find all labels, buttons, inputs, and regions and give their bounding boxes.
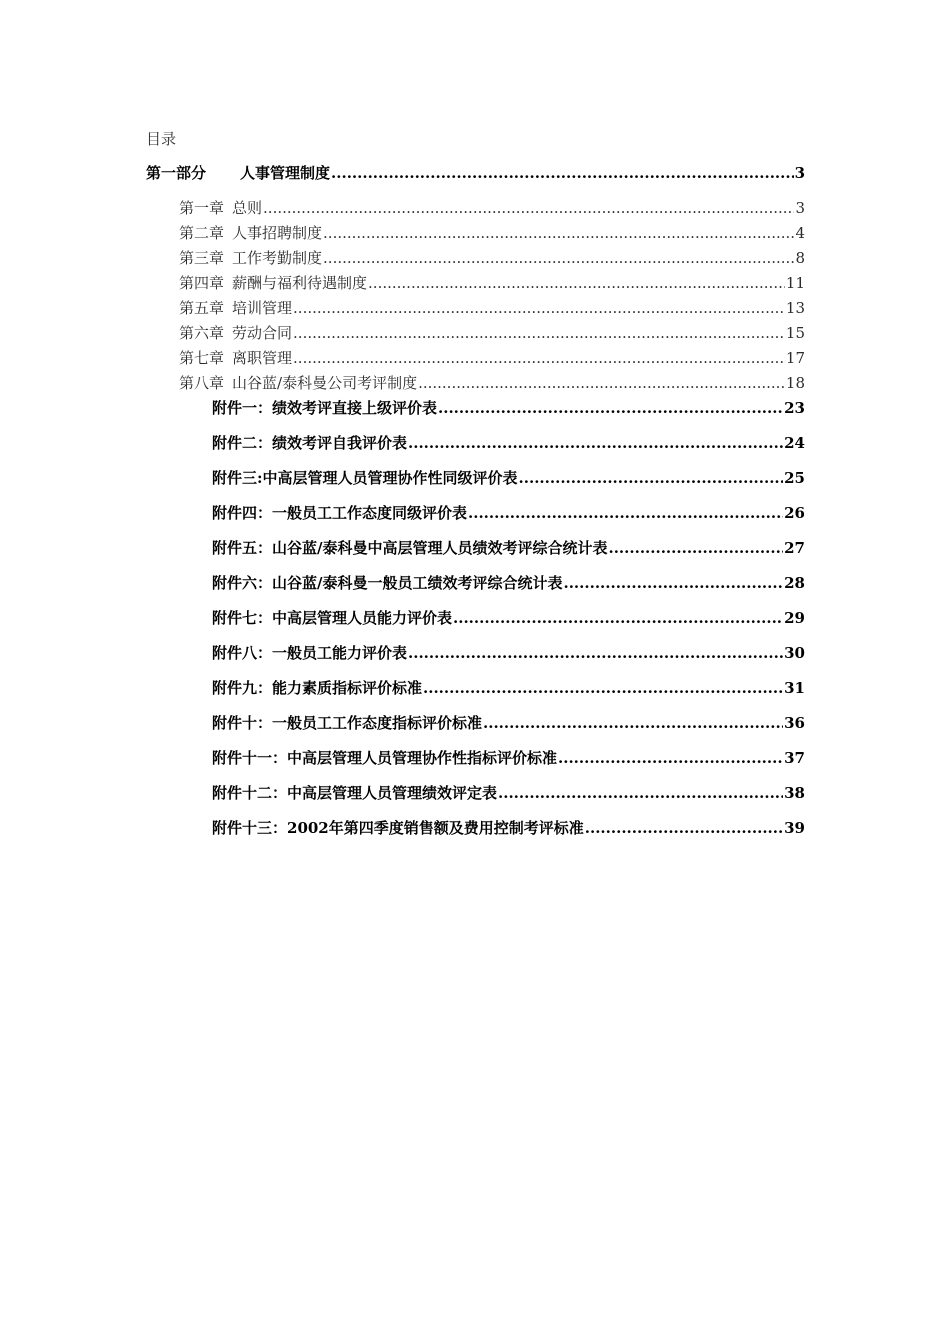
toc-page-number: 23 bbox=[784, 399, 805, 417]
toc-page-number: 18 bbox=[785, 374, 805, 392]
toc-appendix-label: 附件一：绩效考评直接上级评价表 bbox=[212, 399, 438, 417]
toc-appendix-label: 附件十一：中高层管理人员管理协作性指标评价标准 bbox=[212, 749, 558, 767]
toc-chapter-number: 第五章 bbox=[179, 299, 225, 317]
toc-appendix-label: 附件十二：中高层管理人员管理绩效评定表 bbox=[212, 784, 498, 802]
toc-page-number: 25 bbox=[784, 469, 805, 487]
toc-dot-leader bbox=[558, 749, 783, 767]
toc-dot-leader bbox=[323, 224, 794, 242]
toc-dot-leader bbox=[453, 609, 783, 627]
toc-entry-chapter-5[interactable] bbox=[179, 297, 805, 318]
toc-page-number: 29 bbox=[784, 609, 805, 627]
toc-page-number: 11 bbox=[785, 274, 805, 292]
toc-appendix-label: 附件七：中高层管理人员能力评价表 bbox=[212, 609, 453, 627]
toc-dot-leader bbox=[293, 299, 785, 317]
toc-part-label: 人事管理制度 bbox=[240, 164, 331, 182]
toc-chapter-label: 培训管理 bbox=[232, 299, 293, 317]
toc-chapter-number: 第七章 bbox=[179, 349, 225, 367]
toc-chapter-number: 第一章 bbox=[179, 199, 225, 217]
toc-dot-leader bbox=[483, 714, 783, 732]
toc-entry-appendix-8[interactable] bbox=[212, 642, 805, 663]
toc-page-number: 38 bbox=[784, 784, 805, 802]
toc-entry-chapter-1[interactable] bbox=[179, 197, 805, 218]
toc-chapter-label: 薪酬与福利待遇制度 bbox=[232, 274, 368, 292]
toc-dot-leader bbox=[368, 274, 785, 292]
toc-page-number: 15 bbox=[785, 324, 805, 342]
toc-entry-appendix-3[interactable] bbox=[212, 467, 805, 488]
toc-dot-leader bbox=[585, 819, 783, 837]
toc-entry-appendix-12[interactable] bbox=[212, 782, 805, 803]
toc-appendix-label: 附件十：一般员工工作态度指标评价标准 bbox=[212, 714, 483, 732]
toc-appendix-label: 附件六：山谷蓝/泰科曼一般员工绩效考评综合统计表 bbox=[212, 574, 563, 592]
toc-dot-leader bbox=[418, 374, 785, 392]
toc-entry-chapter-7[interactable] bbox=[179, 347, 805, 368]
toc-dot-leader bbox=[423, 679, 783, 697]
toc-entry-appendix-10[interactable] bbox=[212, 712, 805, 733]
toc-dot-leader bbox=[331, 164, 794, 182]
toc-title: 目录 bbox=[146, 130, 177, 148]
toc-page-number: 37 bbox=[784, 749, 805, 767]
toc-appendix-label: 附件九：能力素质指标评价标准 bbox=[212, 679, 423, 697]
toc-entry-chapter-2[interactable] bbox=[179, 222, 805, 243]
toc-entry-appendix-4[interactable] bbox=[212, 502, 805, 523]
toc-appendix-label: 附件四：一般员工工作态度同级评价表 bbox=[212, 504, 468, 522]
toc-chapter-number: 第四章 bbox=[179, 274, 225, 292]
toc-dot-leader bbox=[293, 324, 785, 342]
toc-page-number: 13 bbox=[785, 299, 805, 317]
toc-chapter-number: 第三章 bbox=[179, 249, 225, 267]
toc-entry-chapter-6[interactable] bbox=[179, 322, 805, 343]
toc-entry-appendix-6[interactable] bbox=[212, 572, 805, 593]
toc-entry-chapter-3[interactable] bbox=[179, 247, 805, 268]
toc-chapter-label: 离职管理 bbox=[232, 349, 293, 367]
toc-entry-appendix-11[interactable] bbox=[212, 747, 805, 768]
toc-appendix-label: 附件五：山谷蓝/泰科曼中高层管理人员绩效考评综合统计表 bbox=[212, 539, 608, 557]
toc-dot-leader bbox=[323, 249, 794, 267]
toc-chapter-label: 人事招聘制度 bbox=[232, 224, 323, 242]
toc-entry-chapter-8[interactable] bbox=[179, 372, 805, 393]
toc-chapter-number: 第六章 bbox=[179, 324, 225, 342]
toc-appendix-label: 附件二：绩效考评自我评价表 bbox=[212, 434, 408, 452]
toc-chapter-label: 工作考勤制度 bbox=[232, 249, 323, 267]
toc-chapter-number: 第二章 bbox=[179, 224, 225, 242]
toc-dot-leader bbox=[408, 644, 783, 662]
toc-dot-leader bbox=[519, 469, 784, 487]
toc-dot-leader bbox=[498, 784, 783, 802]
toc-entry-part-1[interactable] bbox=[146, 162, 805, 183]
toc-dot-leader bbox=[563, 574, 783, 592]
toc-chapter-label: 劳动合同 bbox=[232, 324, 293, 342]
toc-dot-leader bbox=[438, 399, 783, 417]
toc-dot-leader bbox=[608, 539, 783, 557]
toc-entry-appendix-5[interactable] bbox=[212, 537, 805, 558]
toc-page-number: 3 bbox=[795, 199, 805, 217]
toc-entry-appendix-1[interactable] bbox=[212, 397, 805, 418]
toc-entry-appendix-13[interactable] bbox=[212, 817, 805, 838]
toc-chapter-label: 总则 bbox=[232, 199, 263, 217]
toc-page-number: 4 bbox=[795, 224, 805, 242]
toc-page-number: 17 bbox=[785, 349, 805, 367]
toc-part-number: 第一部分 bbox=[146, 164, 207, 182]
toc-page-number: 24 bbox=[784, 434, 805, 452]
toc-page-number: 39 bbox=[784, 819, 805, 837]
toc-page-number: 31 bbox=[784, 679, 805, 697]
toc-page-number: 36 bbox=[784, 714, 805, 732]
toc-page-number: 26 bbox=[784, 504, 805, 522]
toc-dot-leader bbox=[263, 199, 794, 217]
toc-page-number: 3 bbox=[794, 164, 805, 182]
toc-dot-leader bbox=[408, 434, 783, 452]
toc-dot-leader bbox=[293, 349, 785, 367]
toc-chapter-number: 第八章 bbox=[179, 374, 225, 392]
toc-page-number: 28 bbox=[784, 574, 805, 592]
toc-page-number: 30 bbox=[784, 644, 805, 662]
toc-entry-appendix-2[interactable] bbox=[212, 432, 805, 453]
toc-page-number: 27 bbox=[784, 539, 805, 557]
toc-dot-leader bbox=[468, 504, 783, 522]
toc-chapter-label: 山谷蓝/泰科曼公司考评制度 bbox=[232, 374, 418, 392]
toc-page-number: 8 bbox=[795, 249, 805, 267]
toc-appendix-label: 附件八：一般员工能力评价表 bbox=[212, 644, 408, 662]
toc-entry-appendix-7[interactable] bbox=[212, 607, 805, 628]
toc-entry-chapter-4[interactable] bbox=[179, 272, 805, 293]
toc-entry-appendix-9[interactable] bbox=[212, 677, 805, 698]
toc-appendix-label: 附件十三：2002年第四季度销售额及费用控制考评标准 bbox=[212, 819, 584, 837]
toc-appendix-label: 附件三:中高层管理人员管理协作性同级评价表 bbox=[212, 469, 518, 487]
